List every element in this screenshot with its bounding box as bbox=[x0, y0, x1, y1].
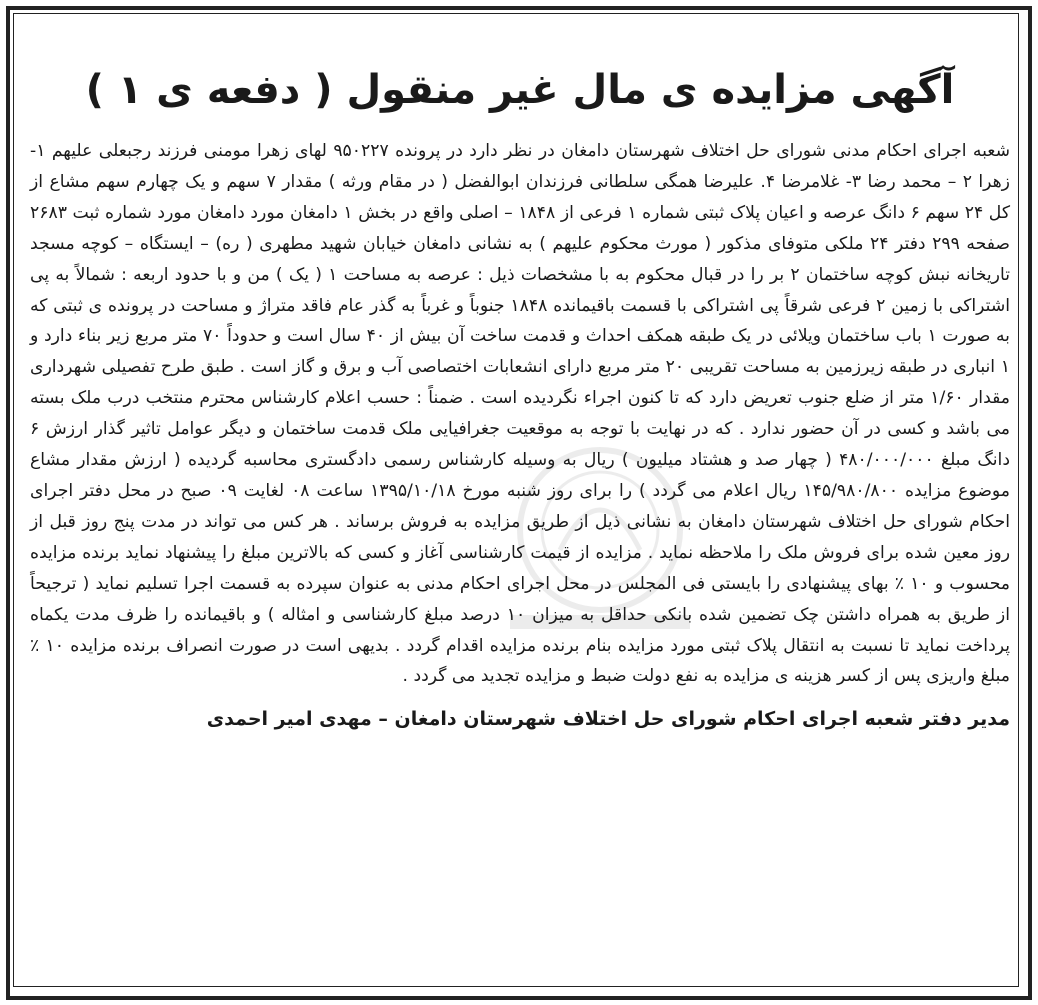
notice-title: آگهی مزایده ی مال غیر منقول ( دفعه ی ۱ ) bbox=[85, 67, 955, 113]
notice-content bbox=[30, 20, 1010, 734]
notice-signature: مدیر دفتر شعبه اجرای احکام شورای حل اختلاف شهرستان دامغان – مهدی امیر احمدی bbox=[206, 708, 1010, 731]
notice-body: شعبه اجرای احکام مدنی شورای حل اختلاف شهرستان دامغان در نظر دارد در پرونده ۹۵۰۲۲۷ لهای زهرا مومنی فرزند رجبعلی علیهم ۱- زهرا ۲ – محمد رضا ۳- غلامرضا ۴. علیرضا همگی سلطانی فرزندان ابوالفضل ( در مقام ورثه ) مقدار ۷ سهم و یک چهارم سهم مشاع از کل ۲۴ سهم ۶ دانگ عرصه و اعیان پلاک ثبتی شماره ۱ فرعی از ۱۸۴۸ – اصلی واقع در بخش ۱ دامغان مورد دامغان مورد شماره ثبت ۲۶۸۳ صفحه ۲۹۹ دفتر ۲۴ ملکی متوفای مذکور ( مورث محکوم علیهم ) به نشانی دامغان خیابان شهید مطهری ( ره) – ایستگاه – کوچه مسجد تاریخانه نبش کوچه ساختمان ۲ بر را در قبال محکوم به با مشخصات ذیل : عرصه به مساحت ۱ ( یک ) من و با حدود اربعه : شمالاً به پی اشتراکی با زمین ۲ فرعی شرقاً پی اشتراکی با قسمت باقیمانده ۱۸۴۸ جنوباً و غرباً به گذر عام فاقد متراژ و مساحت در پرونده ی ثبتی که به صورت ۱ باب ساختمان ویلائی در یک طبقه همکف احداث و قدمت ساخت آن بیش از ۴۰ سال است و حدوداً ۷۰ متر مربع زیر بناء دارد و ۱ انباری در طبقه زیرزمین به مساحت تقریبی ۲۰ متر مربع دارای انشعابات اختصاصی آب و برق و گاز است . طبق طرح تفصیلی شهرداری مقدار ۱/۶۰ متر از ضلع جنوب تعریض دارد که تا کنون اجراء نگردیده است . ضمناً : حسب اعلام کارشناس محترم منتخب درب ملک بسته می باشد و کسی در آن حضور ندارد . که در نهایت با توجه به موقعیت جغرافیایی ملک قدمت ساختمان و دیگر عوامل تاثیر گذار ارزش ۶ دانگ مبلغ ۴۸۰/۰۰۰/۰۰۰ ( چهار صد و هشتاد میلیون ) ریال به وسیله کارشناس رسمی دادگستری محاسبه گردیده ( ارزش مقدار مشاع موضوع مزایده ۱۴۵/۹۸۰/۸۰۰ ریال اعلام می گردد ) را برای روز شنبه مورخ ۱۳۹۵/۱۰/۱۸ ساعت ۰۸ لغایت ۰۹ صبح در محل دفتر اجرای احکام شورای حل اختلاف شهرستان دامغان به نشانی ذیل از طریق مزایده به فروش برساند . هر کس می تواند در مدت پنج روز قبل از روز معین شده برای فروش ملک را ملاحظه نماید . مزایده از قیمت کارشناسی آغاز و کسی که بالاترین مبلغ را پیشنهاد نماید برنده مزایده محسوب و ۱۰ ٪ بهای پیشنهادی را بایستی فی المجلس در محل اجرای احکام مدنی به عنوان سپرده به قسمت اجرا تسلیم نماید ( ترجیحاً از طریق به همراه داشتن چک تضمین شده بانکی حداقل به میزان ۱۰ درصد مبلغ کارشناسی و امثاله ) و باقیمانده را ظرف مدت یکماه پرداخت نماید تا نسبت به انتقال پلاک ثبتی مورد مزایده بنام برنده مزایده اقدام گردد . بدیهی است در صورت انصراف برنده مزایده ۱۰ ٪ مبلغ واریزی پس از کسر هزینه ی مزایده به نفع دولت ضبط و مزایده تجدید می گردد . bbox=[30, 141, 1011, 687]
